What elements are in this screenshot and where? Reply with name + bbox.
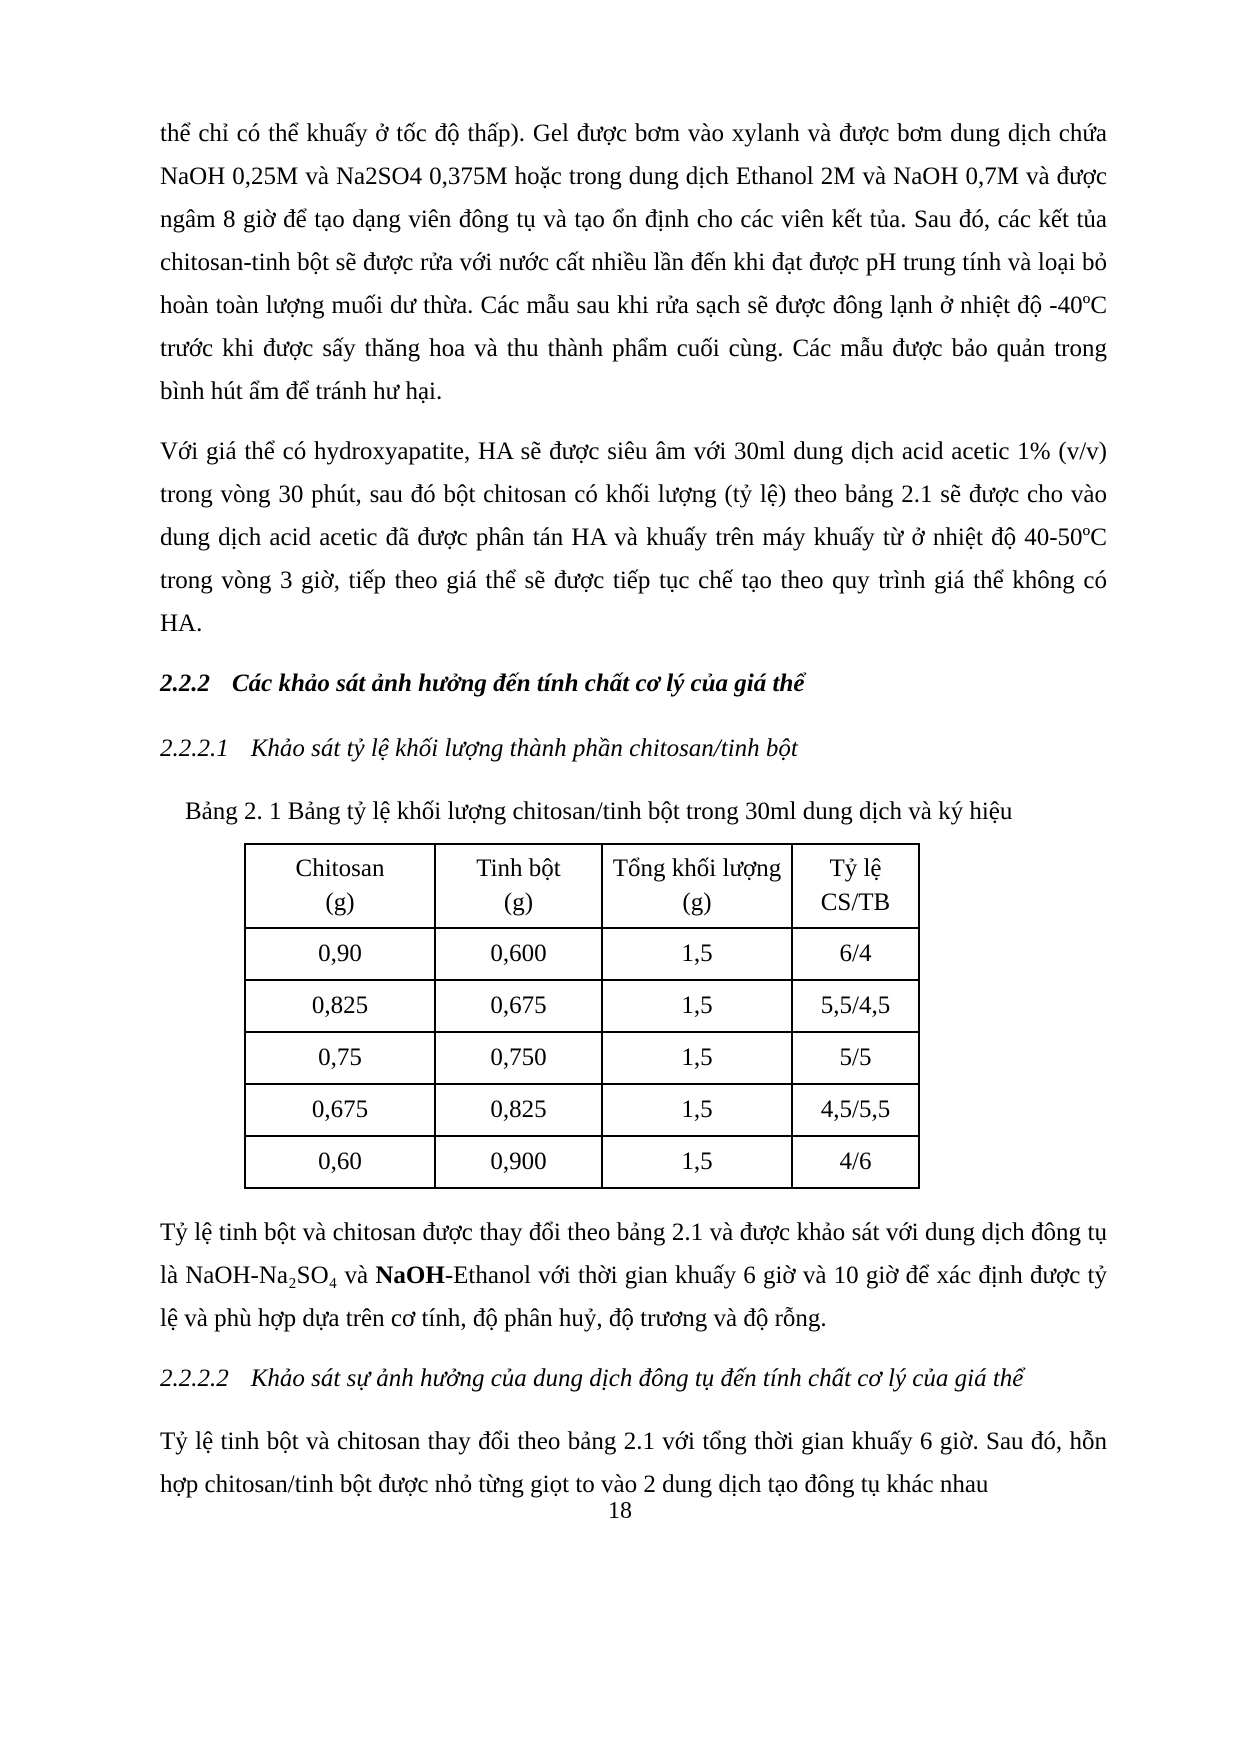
table-row <box>245 1084 919 1136</box>
subsection-title: Khảo sát sự ảnh hưởng của dung dịch đông tụ đến tính chất cơ lý của giá thể <box>250 1365 1024 1392</box>
header-line: (g) <box>325 889 355 916</box>
paragraph-gel-process: thể chỉ có thể khuấy ở tốc độ thấp). Gel được bơm vào xylanh và được bơm dung dịch chứa NaOH 0,25M và Na2SO4 0,375M hoặc trong dung dịch Ethanol 2M và NaOH 0,7M và được ngâm 8 giờ để tạo dạng viên đông tụ và tạo ổn định cho các viên kết tủa. Sau đó, các kết tủa chitosan-tinh bột sẽ được rửa với nước cất nhiều lần đến khi đạt được pH trung tính và loại bỏ hoàn toàn lượng muối dư thừa. Các mẫu sau khi rửa sạch sẽ được đông lạnh ở nhiệt độ -40ºC trước khi được sấy thăng hoa và thu thành phẩm cuối cùng. Các mẫu được bảo quản trong bình hút ẩm để tránh hư hại. <box>160 120 1107 405</box>
page-number: 18 <box>608 1498 632 1524</box>
table-cell: 1,5 <box>602 1032 792 1084</box>
table-cell: 0,675 <box>245 1084 435 1136</box>
table-cell: 0,825 <box>435 1084 602 1136</box>
subsection-heading-2-2-2-1 <box>160 727 1107 770</box>
page-content <box>160 112 1107 1523</box>
header-line: Tỷ lệ <box>829 855 882 882</box>
table-cell: 0,60 <box>245 1136 435 1188</box>
table-cell: 0,675 <box>435 980 602 1032</box>
paragraph-ratio-survey <box>160 1211 1107 1340</box>
table-cell: 5,5/4,5 <box>792 980 919 1032</box>
table-2-1 <box>244 843 920 1189</box>
table-cell: 1,5 <box>602 1084 792 1136</box>
header-line: Chitosan <box>295 855 385 882</box>
paragraph-text: -Ethanol với thời gian khuấy 6 giờ và 10 giờ để xác định được tỷ lệ và phù hợp dựa trên cơ tính, độ phân huỷ, độ trương và độ rỗng. <box>160 1262 1108 1332</box>
table-header-ty-le <box>792 844 919 928</box>
table-cell: 6/4 <box>792 928 919 980</box>
header-line: (g) <box>503 889 534 916</box>
subsection-number: 2.2.2.1 <box>160 735 229 762</box>
table-caption: Bảng 2. 1 Bảng tỷ lệ khối lượng chitosan/tinh bột trong 30ml dung dịch và ký hiệu <box>185 798 1013 825</box>
table-row <box>245 928 919 980</box>
table-cell: 0,90 <box>245 928 435 980</box>
table-header-tong-khoi-luong <box>602 844 792 928</box>
section-number: 2.2.2 <box>160 670 210 697</box>
table-cell: 0,900 <box>435 1136 602 1188</box>
table-row <box>245 1136 919 1188</box>
paragraph-coagulation-survey: Tỷ lệ tinh bột và chitosan thay đổi theo bảng 2.1 với tổng thời gian khuấy 6 giờ. Sau đó, hỗn hợp chitosan/tinh bột được nhỏ từng giọt to vào 2 dung dịch tạo đông tụ khác nhau <box>160 1428 1107 1498</box>
table-cell: 0,750 <box>435 1032 602 1084</box>
table-cell: 1,5 <box>602 980 792 1032</box>
table-cell: 1,5 <box>602 928 792 980</box>
table-cell: 0,75 <box>245 1032 435 1084</box>
section-title: Các khảo sát ảnh hưởng đến tính chất cơ lý của giá thể <box>232 670 805 697</box>
table-row <box>245 980 919 1032</box>
table-cell: 4/6 <box>792 1136 919 1188</box>
table-cell: 1,5 <box>602 1136 792 1188</box>
table-header-chitosan <box>245 844 435 928</box>
subsection-heading-2-2-2-2 <box>160 1357 1107 1400</box>
paragraph-hydroxyapatite: Với giá thể có hydroxyapatite, HA sẽ được siêu âm với 30ml dung dịch acid acetic 1% (v/v) trong vòng 30 phút, sau đó bột chitosan có khối lượng (tỷ lệ) theo bảng 2.1 sẽ được cho vào dung dịch acid acetic đã được phân tán HA và khuấy trên máy khuấy từ ở nhiệt độ 40-50ºC trong vòng 3 giờ, tiếp theo giá thể sẽ được tiếp tục chế tạo theo quy trình giá thể không có HA. <box>160 438 1107 637</box>
table-header-row <box>245 844 919 928</box>
table-cell: 4,5/5,5 <box>792 1084 919 1136</box>
header-line: CS/TB <box>820 889 891 916</box>
table-row <box>245 1032 919 1084</box>
table-cell: 0,600 <box>435 928 602 980</box>
header-line: Tổng khối lượng <box>612 855 782 882</box>
paragraph-text-bold: NaOH <box>375 1262 445 1289</box>
table-cell: 0,825 <box>245 980 435 1032</box>
section-heading-2-2-2 <box>160 662 1107 705</box>
paragraph-text: Tỷ lệ tinh bột và chitosan được thay đổi theo bảng 2.1 và được khảo sát với dung dịch đông tụ là NaOH-Na₂SO₄ và <box>160 1219 1107 1289</box>
subsection-title: Khảo sát tỷ lệ khối lượng thành phần chitosan/tinh bột <box>250 735 798 762</box>
table-header-tinh-bot <box>435 844 602 928</box>
table-cell: 5/5 <box>792 1032 919 1084</box>
subsection-number: 2.2.2.2 <box>160 1365 229 1392</box>
header-line: Tinh bột <box>476 855 561 882</box>
header-line: (g) <box>682 889 712 916</box>
